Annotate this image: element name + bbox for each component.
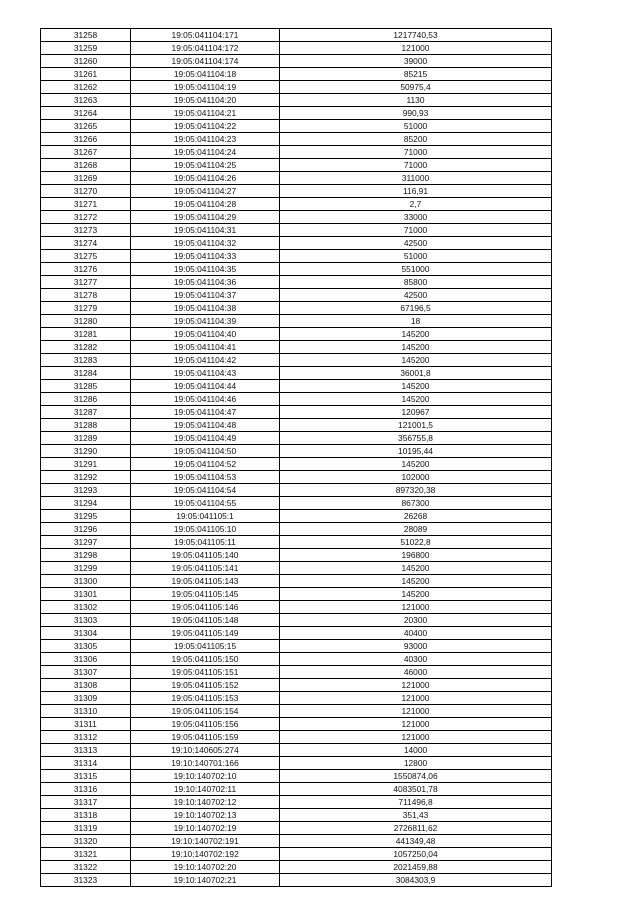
value-cell: 145200	[280, 588, 552, 601]
table-row	[41, 367, 552, 380]
table-row	[41, 549, 552, 562]
cadastral-number-cell: 19:05:041104:20	[131, 94, 280, 107]
value-cell: 51022,8	[280, 536, 552, 549]
value-cell: 145200	[280, 354, 552, 367]
table-row	[41, 484, 552, 497]
table-row	[41, 497, 552, 510]
cadastral-number-cell: 19:05:041104:22	[131, 120, 280, 133]
cadastral-number-cell: 19:05:041105:159	[131, 731, 280, 744]
table-row	[41, 94, 552, 107]
cadastral-number-cell: 19:10:140702:20	[131, 861, 280, 874]
table-row	[41, 237, 552, 250]
table-body	[41, 29, 552, 887]
value-cell: 145200	[280, 328, 552, 341]
table-row	[41, 523, 552, 536]
cadastral-number-cell: 19:05:041105:153	[131, 692, 280, 705]
row-number-cell: 31320	[41, 835, 131, 848]
row-number-cell: 31277	[41, 276, 131, 289]
row-number-cell: 31316	[41, 783, 131, 796]
cadastral-number-cell: 19:05:041104:24	[131, 146, 280, 159]
value-cell: 121000	[280, 601, 552, 614]
row-number-cell: 31298	[41, 549, 131, 562]
cadastral-number-cell: 19:05:041104:53	[131, 471, 280, 484]
table-row	[41, 861, 552, 874]
value-cell: 145200	[280, 380, 552, 393]
cadastral-number-cell: 19:05:041105:1	[131, 510, 280, 523]
cadastral-number-cell: 19:10:140702:13	[131, 809, 280, 822]
table-row	[41, 250, 552, 263]
value-cell: 71000	[280, 159, 552, 172]
row-number-cell: 31265	[41, 120, 131, 133]
cadastral-number-cell: 19:05:041105:143	[131, 575, 280, 588]
row-number-cell: 31302	[41, 601, 131, 614]
table-row	[41, 471, 552, 484]
row-number-cell: 31262	[41, 81, 131, 94]
cadastral-number-cell: 19:05:041104:40	[131, 328, 280, 341]
table-row	[41, 536, 552, 549]
table-row	[41, 302, 552, 315]
cadastral-number-cell: 19:05:041105:156	[131, 718, 280, 731]
row-number-cell: 31309	[41, 692, 131, 705]
table-row	[41, 679, 552, 692]
value-cell: 4083501,78	[280, 783, 552, 796]
value-cell: 867300	[280, 497, 552, 510]
row-number-cell: 31295	[41, 510, 131, 523]
value-cell: 121000	[280, 679, 552, 692]
row-number-cell: 31314	[41, 757, 131, 770]
row-number-cell: 31280	[41, 315, 131, 328]
row-number-cell: 31268	[41, 159, 131, 172]
value-cell: 1057250,04	[280, 848, 552, 861]
row-number-cell: 31267	[41, 146, 131, 159]
table-row	[41, 848, 552, 861]
cadastral-number-cell: 19:05:041105:151	[131, 666, 280, 679]
value-cell: 40300	[280, 653, 552, 666]
value-cell: 121000	[280, 42, 552, 55]
row-number-cell: 31276	[41, 263, 131, 276]
cadastral-number-cell: 19:05:041104:21	[131, 107, 280, 120]
cadastral-number-cell: 19:05:041104:23	[131, 133, 280, 146]
cadastral-number-cell: 19:05:041104:32	[131, 237, 280, 250]
row-number-cell: 31285	[41, 380, 131, 393]
table-row	[41, 276, 552, 289]
value-cell: 311000	[280, 172, 552, 185]
cadastral-number-cell: 19:05:041105:15	[131, 640, 280, 653]
row-number-cell: 31263	[41, 94, 131, 107]
value-cell: 121000	[280, 692, 552, 705]
row-number-cell: 31290	[41, 445, 131, 458]
cadastral-number-cell: 19:05:041105:154	[131, 705, 280, 718]
cadastral-number-cell: 19:05:041104:52	[131, 458, 280, 471]
row-number-cell: 31282	[41, 341, 131, 354]
value-cell: 351,43	[280, 809, 552, 822]
row-number-cell: 31318	[41, 809, 131, 822]
cadastral-number-cell: 19:05:041105:146	[131, 601, 280, 614]
cadastral-number-cell: 19:05:041104:50	[131, 445, 280, 458]
table-row	[41, 588, 552, 601]
table-row	[41, 185, 552, 198]
table-row	[41, 42, 552, 55]
value-cell: 2726811,62	[280, 822, 552, 835]
table-row	[41, 432, 552, 445]
cadastral-number-cell: 19:10:140702:19	[131, 822, 280, 835]
value-cell: 51000	[280, 250, 552, 263]
value-cell: 36001,8	[280, 367, 552, 380]
cadastral-number-cell: 19:05:041105:140	[131, 549, 280, 562]
row-number-cell: 31306	[41, 653, 131, 666]
row-number-cell: 31278	[41, 289, 131, 302]
row-number-cell: 31299	[41, 562, 131, 575]
value-cell: 121001,5	[280, 419, 552, 432]
row-number-cell: 31312	[41, 731, 131, 744]
table-row	[41, 211, 552, 224]
table-row	[41, 406, 552, 419]
table-row	[41, 835, 552, 848]
value-cell: 51000	[280, 120, 552, 133]
table-row	[41, 341, 552, 354]
value-cell: 33000	[280, 211, 552, 224]
value-cell: 42500	[280, 289, 552, 302]
value-cell: 145200	[280, 393, 552, 406]
row-number-cell: 31272	[41, 211, 131, 224]
row-number-cell: 31289	[41, 432, 131, 445]
table-row	[41, 159, 552, 172]
value-cell: 121000	[280, 705, 552, 718]
row-number-cell: 31300	[41, 575, 131, 588]
row-number-cell: 31279	[41, 302, 131, 315]
value-cell: 897320,38	[280, 484, 552, 497]
value-cell: 711496,8	[280, 796, 552, 809]
row-number-cell: 31310	[41, 705, 131, 718]
value-cell: 2021459,88	[280, 861, 552, 874]
cadastral-number-cell: 19:05:041104:36	[131, 276, 280, 289]
value-cell: 121000	[280, 731, 552, 744]
table-row	[41, 393, 552, 406]
table-row	[41, 744, 552, 757]
table-row	[41, 68, 552, 81]
value-cell: 67196,5	[280, 302, 552, 315]
table-row	[41, 354, 552, 367]
table-row	[41, 718, 552, 731]
row-number-cell: 31291	[41, 458, 131, 471]
table-row	[41, 81, 552, 94]
row-number-cell: 31315	[41, 770, 131, 783]
table-row	[41, 133, 552, 146]
cadastral-number-cell: 19:05:041105:148	[131, 614, 280, 627]
cadastral-number-cell: 19:05:041104:42	[131, 354, 280, 367]
table-row	[41, 510, 552, 523]
row-number-cell: 31311	[41, 718, 131, 731]
cadastral-number-cell: 19:05:041104:28	[131, 198, 280, 211]
row-number-cell: 31301	[41, 588, 131, 601]
row-number-cell: 31288	[41, 419, 131, 432]
value-cell: 3084303,9	[280, 874, 552, 887]
value-cell: 39000	[280, 55, 552, 68]
table-row	[41, 640, 552, 653]
row-number-cell: 31287	[41, 406, 131, 419]
value-cell: 12800	[280, 757, 552, 770]
table-row	[41, 653, 552, 666]
value-cell: 551000	[280, 263, 552, 276]
row-number-cell: 31260	[41, 55, 131, 68]
row-number-cell: 31293	[41, 484, 131, 497]
cadastral-number-cell: 19:05:041104:39	[131, 315, 280, 328]
value-cell: 85215	[280, 68, 552, 81]
value-cell: 42500	[280, 237, 552, 250]
value-cell: 2,7	[280, 198, 552, 211]
value-cell: 18	[280, 315, 552, 328]
table-row	[41, 627, 552, 640]
row-number-cell: 31286	[41, 393, 131, 406]
cadastral-number-cell: 19:05:041104:27	[131, 185, 280, 198]
table-row	[41, 55, 552, 68]
cadastral-number-cell: 19:05:041104:54	[131, 484, 280, 497]
row-number-cell: 31271	[41, 198, 131, 211]
row-number-cell: 31283	[41, 354, 131, 367]
value-cell: 1550874,06	[280, 770, 552, 783]
cadastral-number-cell: 19:05:041104:46	[131, 393, 280, 406]
table-row	[41, 601, 552, 614]
row-number-cell: 31307	[41, 666, 131, 679]
data-table	[40, 28, 552, 887]
cadastral-number-cell: 19:05:041104:25	[131, 159, 280, 172]
cadastral-number-cell: 19:05:041104:55	[131, 497, 280, 510]
value-cell: 85200	[280, 133, 552, 146]
value-cell: 196800	[280, 549, 552, 562]
table-row	[41, 692, 552, 705]
cadastral-number-cell: 19:05:041105:149	[131, 627, 280, 640]
row-number-cell: 31321	[41, 848, 131, 861]
table-row	[41, 172, 552, 185]
cadastral-number-cell: 19:10:140701:166	[131, 757, 280, 770]
table-row	[41, 315, 552, 328]
cadastral-number-cell: 19:05:041104:18	[131, 68, 280, 81]
table-row	[41, 289, 552, 302]
cadastral-number-cell: 19:05:041104:31	[131, 224, 280, 237]
cadastral-number-cell: 19:10:140702:12	[131, 796, 280, 809]
row-number-cell: 31313	[41, 744, 131, 757]
value-cell: 26268	[280, 510, 552, 523]
value-cell: 102000	[280, 471, 552, 484]
cadastral-number-cell: 19:05:041104:44	[131, 380, 280, 393]
table-row	[41, 224, 552, 237]
row-number-cell: 31259	[41, 42, 131, 55]
value-cell: 71000	[280, 224, 552, 237]
value-cell: 990,93	[280, 107, 552, 120]
row-number-cell: 31297	[41, 536, 131, 549]
table-row	[41, 770, 552, 783]
value-cell: 145200	[280, 562, 552, 575]
table-row	[41, 666, 552, 679]
table-row	[41, 263, 552, 276]
table-row	[41, 458, 552, 471]
cadastral-number-cell: 19:05:041105:10	[131, 523, 280, 536]
cadastral-number-cell: 19:05:041104:33	[131, 250, 280, 263]
cadastral-number-cell: 19:05:041105:150	[131, 653, 280, 666]
cadastral-number-cell: 19:05:041104:43	[131, 367, 280, 380]
cadastral-number-cell: 19:05:041104:29	[131, 211, 280, 224]
table-row	[41, 380, 552, 393]
row-number-cell: 31323	[41, 874, 131, 887]
row-number-cell: 31304	[41, 627, 131, 640]
table-row	[41, 809, 552, 822]
cadastral-number-cell: 19:05:041105:11	[131, 536, 280, 549]
value-cell: 85800	[280, 276, 552, 289]
cadastral-number-cell: 19:05:041104:26	[131, 172, 280, 185]
row-number-cell: 31322	[41, 861, 131, 874]
row-number-cell: 31261	[41, 68, 131, 81]
cadastral-number-cell: 19:10:140702:10	[131, 770, 280, 783]
value-cell: 20300	[280, 614, 552, 627]
row-number-cell: 31296	[41, 523, 131, 536]
cadastral-number-cell: 19:10:140702:11	[131, 783, 280, 796]
table-row	[41, 120, 552, 133]
table-row	[41, 614, 552, 627]
table-row	[41, 783, 552, 796]
value-cell: 441349,48	[280, 835, 552, 848]
table-row	[41, 29, 552, 42]
cadastral-number-cell: 19:05:041104:35	[131, 263, 280, 276]
value-cell: 14000	[280, 744, 552, 757]
value-cell: 1130	[280, 94, 552, 107]
value-cell: 40400	[280, 627, 552, 640]
value-cell: 46000	[280, 666, 552, 679]
row-number-cell: 31274	[41, 237, 131, 250]
row-number-cell: 31275	[41, 250, 131, 263]
cadastral-number-cell: 19:05:041105:141	[131, 562, 280, 575]
table-row	[41, 146, 552, 159]
table-row	[41, 562, 552, 575]
table-row	[41, 328, 552, 341]
cadastral-number-cell: 19:05:041104:38	[131, 302, 280, 315]
value-cell: 145200	[280, 341, 552, 354]
value-cell: 356755,8	[280, 432, 552, 445]
cadastral-number-cell: 19:10:140605:274	[131, 744, 280, 757]
value-cell: 121000	[280, 718, 552, 731]
value-cell: 28089	[280, 523, 552, 536]
table-row	[41, 705, 552, 718]
table-row	[41, 796, 552, 809]
value-cell: 71000	[280, 146, 552, 159]
cadastral-number-cell: 19:10:140702:192	[131, 848, 280, 861]
row-number-cell: 31319	[41, 822, 131, 835]
table-row	[41, 445, 552, 458]
table-row	[41, 107, 552, 120]
value-cell: 50975,4	[280, 81, 552, 94]
value-cell: 10195,44	[280, 445, 552, 458]
cadastral-number-cell: 19:05:041104:172	[131, 42, 280, 55]
table-row	[41, 198, 552, 211]
cadastral-number-cell: 19:10:140702:21	[131, 874, 280, 887]
row-number-cell: 31294	[41, 497, 131, 510]
value-cell: 93000	[280, 640, 552, 653]
row-number-cell: 31264	[41, 107, 131, 120]
table-row	[41, 419, 552, 432]
table-row	[41, 575, 552, 588]
table-row	[41, 822, 552, 835]
cadastral-number-cell: 19:05:041104:174	[131, 55, 280, 68]
table-row	[41, 874, 552, 887]
row-number-cell: 31303	[41, 614, 131, 627]
row-number-cell: 31317	[41, 796, 131, 809]
row-number-cell: 31273	[41, 224, 131, 237]
cadastral-number-cell: 19:05:041104:48	[131, 419, 280, 432]
cadastral-number-cell: 19:05:041104:37	[131, 289, 280, 302]
row-number-cell: 31281	[41, 328, 131, 341]
value-cell: 145200	[280, 575, 552, 588]
value-cell: 1217740,53	[280, 29, 552, 42]
value-cell: 145200	[280, 458, 552, 471]
row-number-cell: 31270	[41, 185, 131, 198]
cadastral-number-cell: 19:05:041104:171	[131, 29, 280, 42]
cadastral-number-cell: 19:05:041105:145	[131, 588, 280, 601]
table-row	[41, 757, 552, 770]
cadastral-number-cell: 19:05:041104:19	[131, 81, 280, 94]
value-cell: 120967	[280, 406, 552, 419]
row-number-cell: 31308	[41, 679, 131, 692]
row-number-cell: 31292	[41, 471, 131, 484]
row-number-cell: 31305	[41, 640, 131, 653]
value-cell: 116,91	[280, 185, 552, 198]
cadastral-number-cell: 19:05:041104:49	[131, 432, 280, 445]
row-number-cell: 31269	[41, 172, 131, 185]
cadastral-number-cell: 19:05:041104:41	[131, 341, 280, 354]
row-number-cell: 31266	[41, 133, 131, 146]
row-number-cell: 31258	[41, 29, 131, 42]
row-number-cell: 31284	[41, 367, 131, 380]
cadastral-number-cell: 19:05:041104:47	[131, 406, 280, 419]
table-row	[41, 731, 552, 744]
cadastral-number-cell: 19:10:140702:191	[131, 835, 280, 848]
cadastral-number-cell: 19:05:041105:152	[131, 679, 280, 692]
